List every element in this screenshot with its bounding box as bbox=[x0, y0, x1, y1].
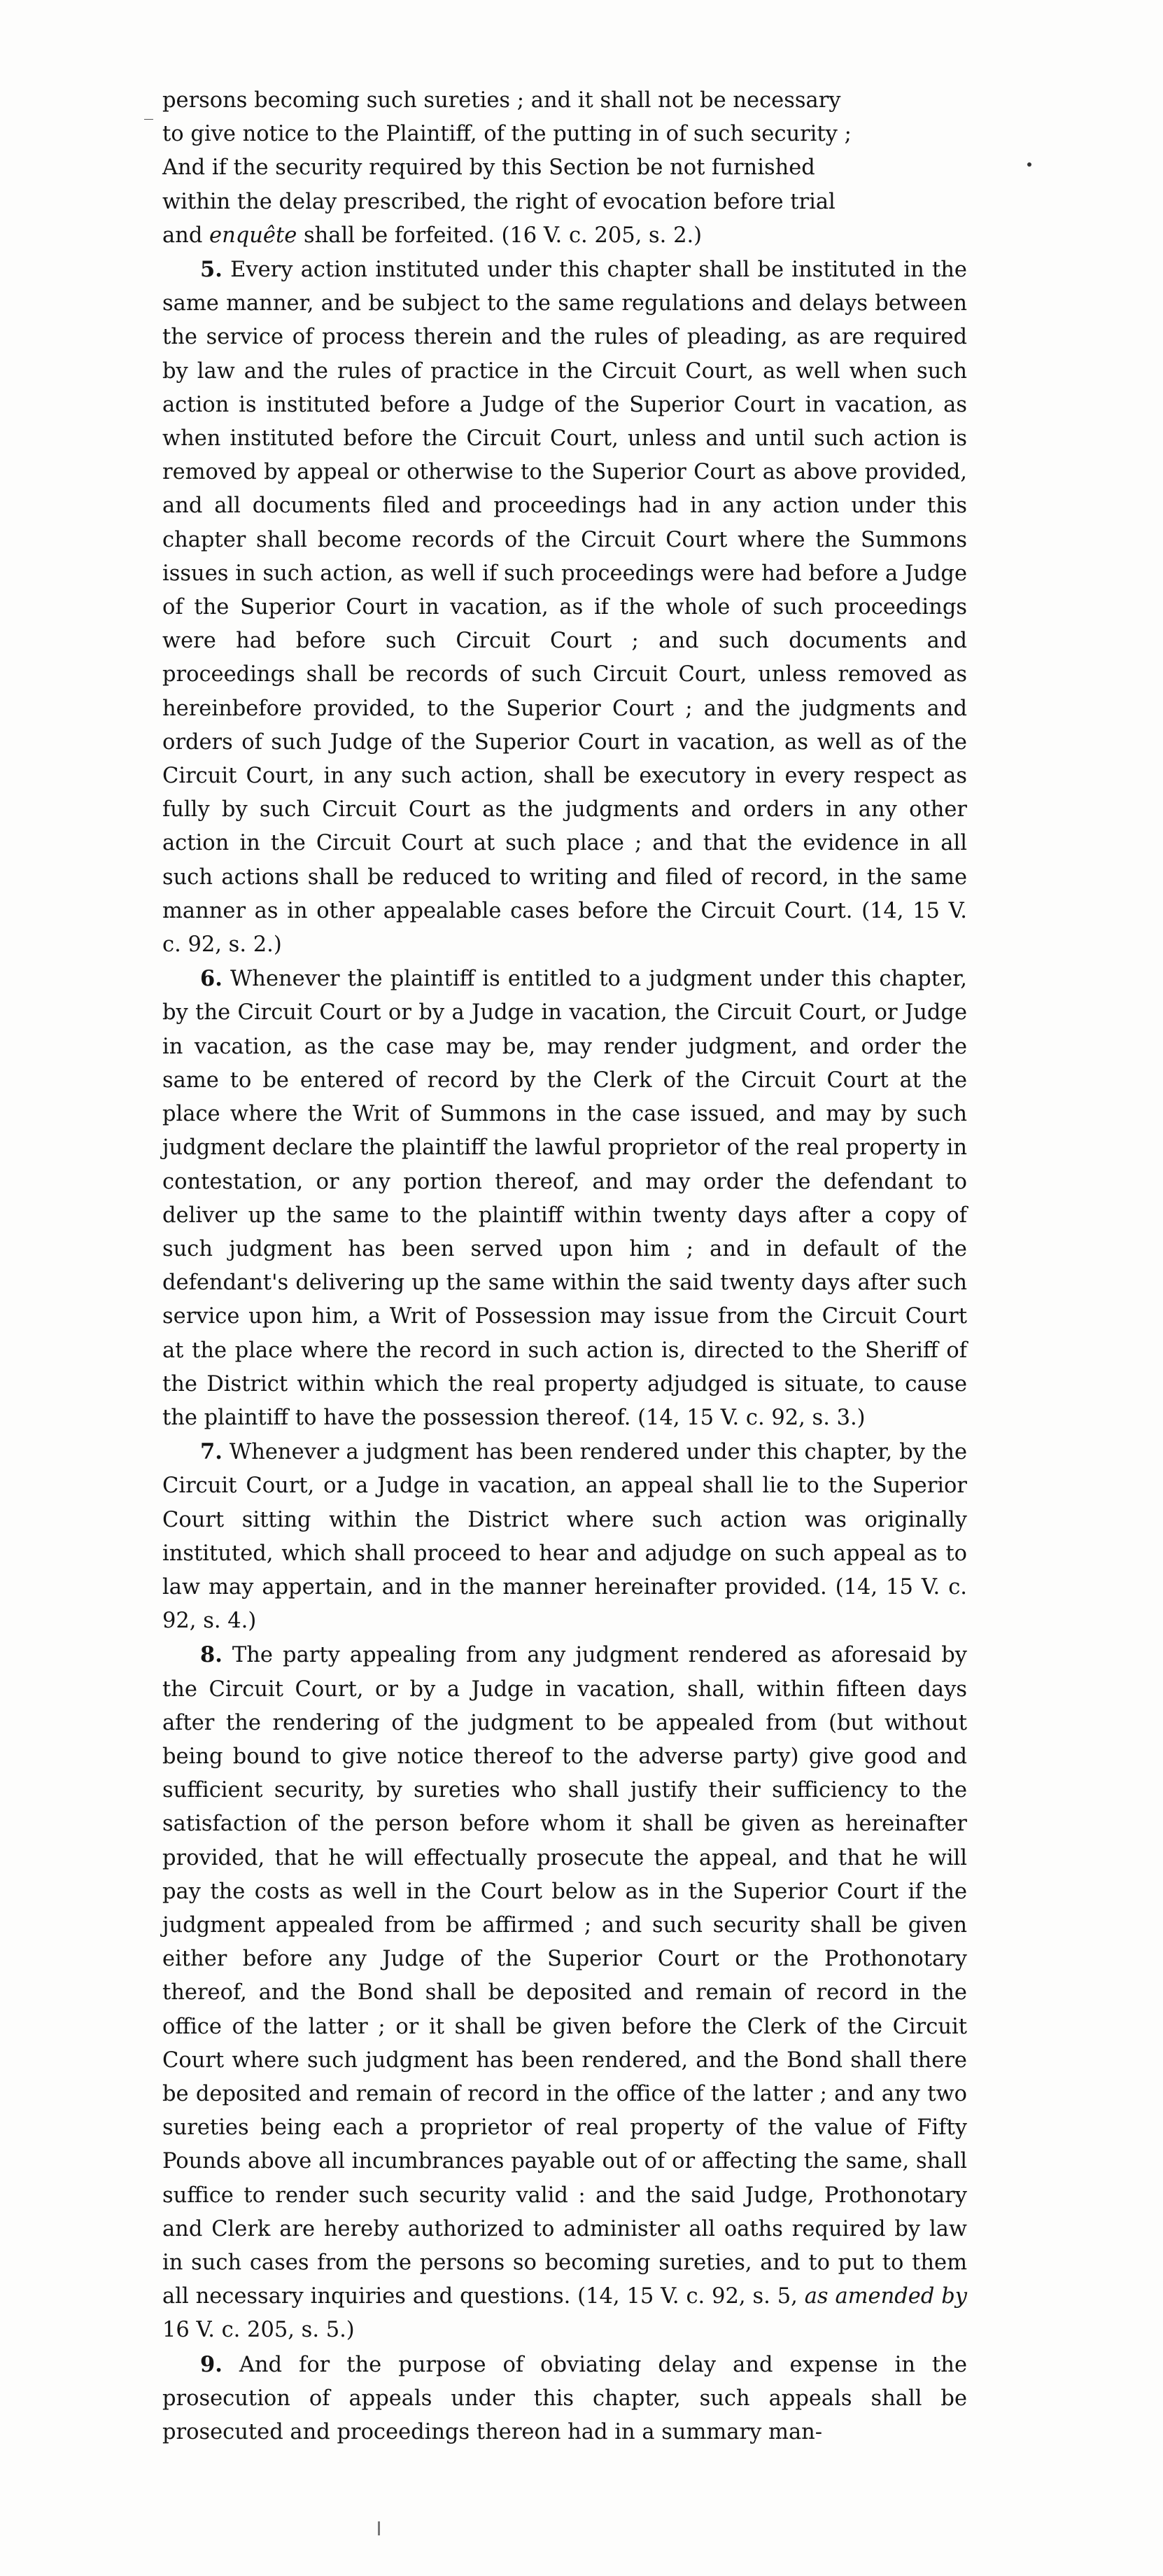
section-9 bbox=[162, 2348, 967, 2450]
margin-dash-mark: _ bbox=[144, 99, 153, 120]
enquete-term: enquête bbox=[209, 223, 297, 248]
section-8-italic: as amended by bbox=[804, 2284, 967, 2309]
line-5-end: shall be forfeited. (16 V. c. 205, s. 2.) bbox=[297, 223, 703, 248]
margin-dot-mark bbox=[1027, 162, 1031, 167]
section-7-number: 7. bbox=[200, 1439, 223, 1465]
continued-paragraph bbox=[162, 84, 967, 253]
section-7 bbox=[162, 1435, 967, 1638]
section-6 bbox=[162, 962, 967, 1435]
section-7-text: Whenever a judgment has been rendered under this chapter, by the Circuit Court, or a Judge in vacation, an appeal shall lie to the Superior Court sitting within the District where such action was originally instituted, which shall proceed to hear and adjudge on such appeal as to law may appertain, and in the manner hereinafter provided. (14, 15 V. c. 92, s. 4.) bbox=[162, 1440, 967, 1634]
section-5-number: 5. bbox=[200, 257, 223, 283]
stray-ink-mark bbox=[378, 2521, 380, 2535]
line-1: persons becoming such sureties ; and it shall not be necessary bbox=[162, 88, 841, 113]
section-6-number: 6. bbox=[200, 966, 223, 992]
section-5 bbox=[162, 253, 967, 962]
section-8-tail: 16 V. c. 205, s. 5.) bbox=[162, 2318, 355, 2343]
line-5-start: and bbox=[162, 223, 210, 248]
statute-text-column bbox=[162, 84, 967, 2449]
section-8-number: 8. bbox=[200, 1642, 223, 1668]
section-5-text: Every action instituted under this chapter shall be instituted in the same manner, and be subject to the same regulations and delays between the service of process therein and the rules of pleading, as are required by law and the rules of practice in the Circuit Court, as well when such action is instituted before a Judge of the Superior Court in vacation, as when instituted before the Circuit Court, unless and until such action is removed by appeal or otherwise to the Superior Court as above provided, and all documents filed and proceedings had in any action under this chapter shall become records of the Circuit Court where the Summons issues in such action, as well if such proceedings were had before a Judge of the Superior Court in vacation, as if the whole of such proceedings were had before such Circuit Court ; and such documents and proceedings shall be records of such Circuit Court, unless removed as hereinbefore provided, to the Superior Court ; and the judgments and orders of such Judge of the Superior Court in vacation, as well as of the Circuit Court, in any such action, shall be executory in every respect as fully by such Circuit Court as the judgments and orders in any other action in the Circuit Court at such place ; and that the evidence in all such actions shall be reduced to writing and filed of record, in the same manner as in other appealable cases before the Circuit Court. (14, 15 V. c. 92, s. 2.) bbox=[162, 258, 967, 958]
line-2: to give notice to the Plaintiff, of the putting in of such security ; bbox=[162, 122, 852, 147]
line-4: within the delay prescribed, the right of evocation before trial bbox=[162, 189, 836, 214]
line-3: And if the security required by this Section be not furnished bbox=[162, 155, 815, 181]
section-9-number: 9. bbox=[200, 2351, 223, 2377]
section-8-text: The party appealing from any judgment rendered as aforesaid by the Circuit Court, or by a Judge in vacation, shall, within fifteen days after the rendering of the judgment to be appealed from (but without being bound to give notice thereof to the adverse party) give good and sufficient security, by sureties who shall justify their sufficiency to the satisfaction of the person before whom it shall be given as hereinafter provided, that he will effectually prosecute the appeal, and that he will pay the costs as well in the Court below as in the Superior Court if the judgment appealed from be affirmed ; and such security shall be given either before any Judge of the Superior Court or the Prothonotary thereof, and the Bond shall be deposited and remain of record in the office of the latter ; or it shall be given before the Clerk of the Circuit Court where such judgment has been rendered, and the Bond shall there be deposited and remain of record in the office of the latter ; and any two sureties being each a proprietor of real property of the value of Fifty Pounds above all incumbrances payable out of or affecting the same, shall suffice to render such security valid : and the said Judge, Prothonotary and Clerk are hereby authorized to administer all oaths required by law in such cases from the persons so becoming sureties, and to put to them all necessary inquiries and questions. (14, 15 V. c. 92, s. 5, bbox=[162, 1643, 967, 2309]
section-9-text: And for the purpose of obviating delay and expense in the prosecution of appeals under this chapter, such appeals shall be prosecuted and proceedings thereon had in a summary man- bbox=[162, 2352, 967, 2445]
section-8 bbox=[162, 1638, 967, 2347]
section-6-text: Whenever the plaintiff is entitled to a judgment under this chapter, by the Circuit Court or by a Judge in vacation, the Circuit Court, or Judge in vacation, as the case may be, may render judgment, and order the same to be entered of record by the Clerk of the Circuit Court at the place where the Writ of Summons in the case issued, and may by such judgment declare the plaintiff the lawful proprietor of the real property in contestation, or any portion thereof, and may order the defendant to deliver up the same to the plaintiff within twenty days after a copy of such judgment has been served upon him ; and in default of the defendant's delivering up the same within the said twenty days after such service upon him, a Writ of Possession may issue from the Circuit Court at the place where the record in such action is, directed to the Sheriff of the District within which the real property adjudged is situate, to cause the plaintiff to have the possession thereof. (14, 15 V. c. 92, s. 3.) bbox=[162, 967, 967, 1430]
